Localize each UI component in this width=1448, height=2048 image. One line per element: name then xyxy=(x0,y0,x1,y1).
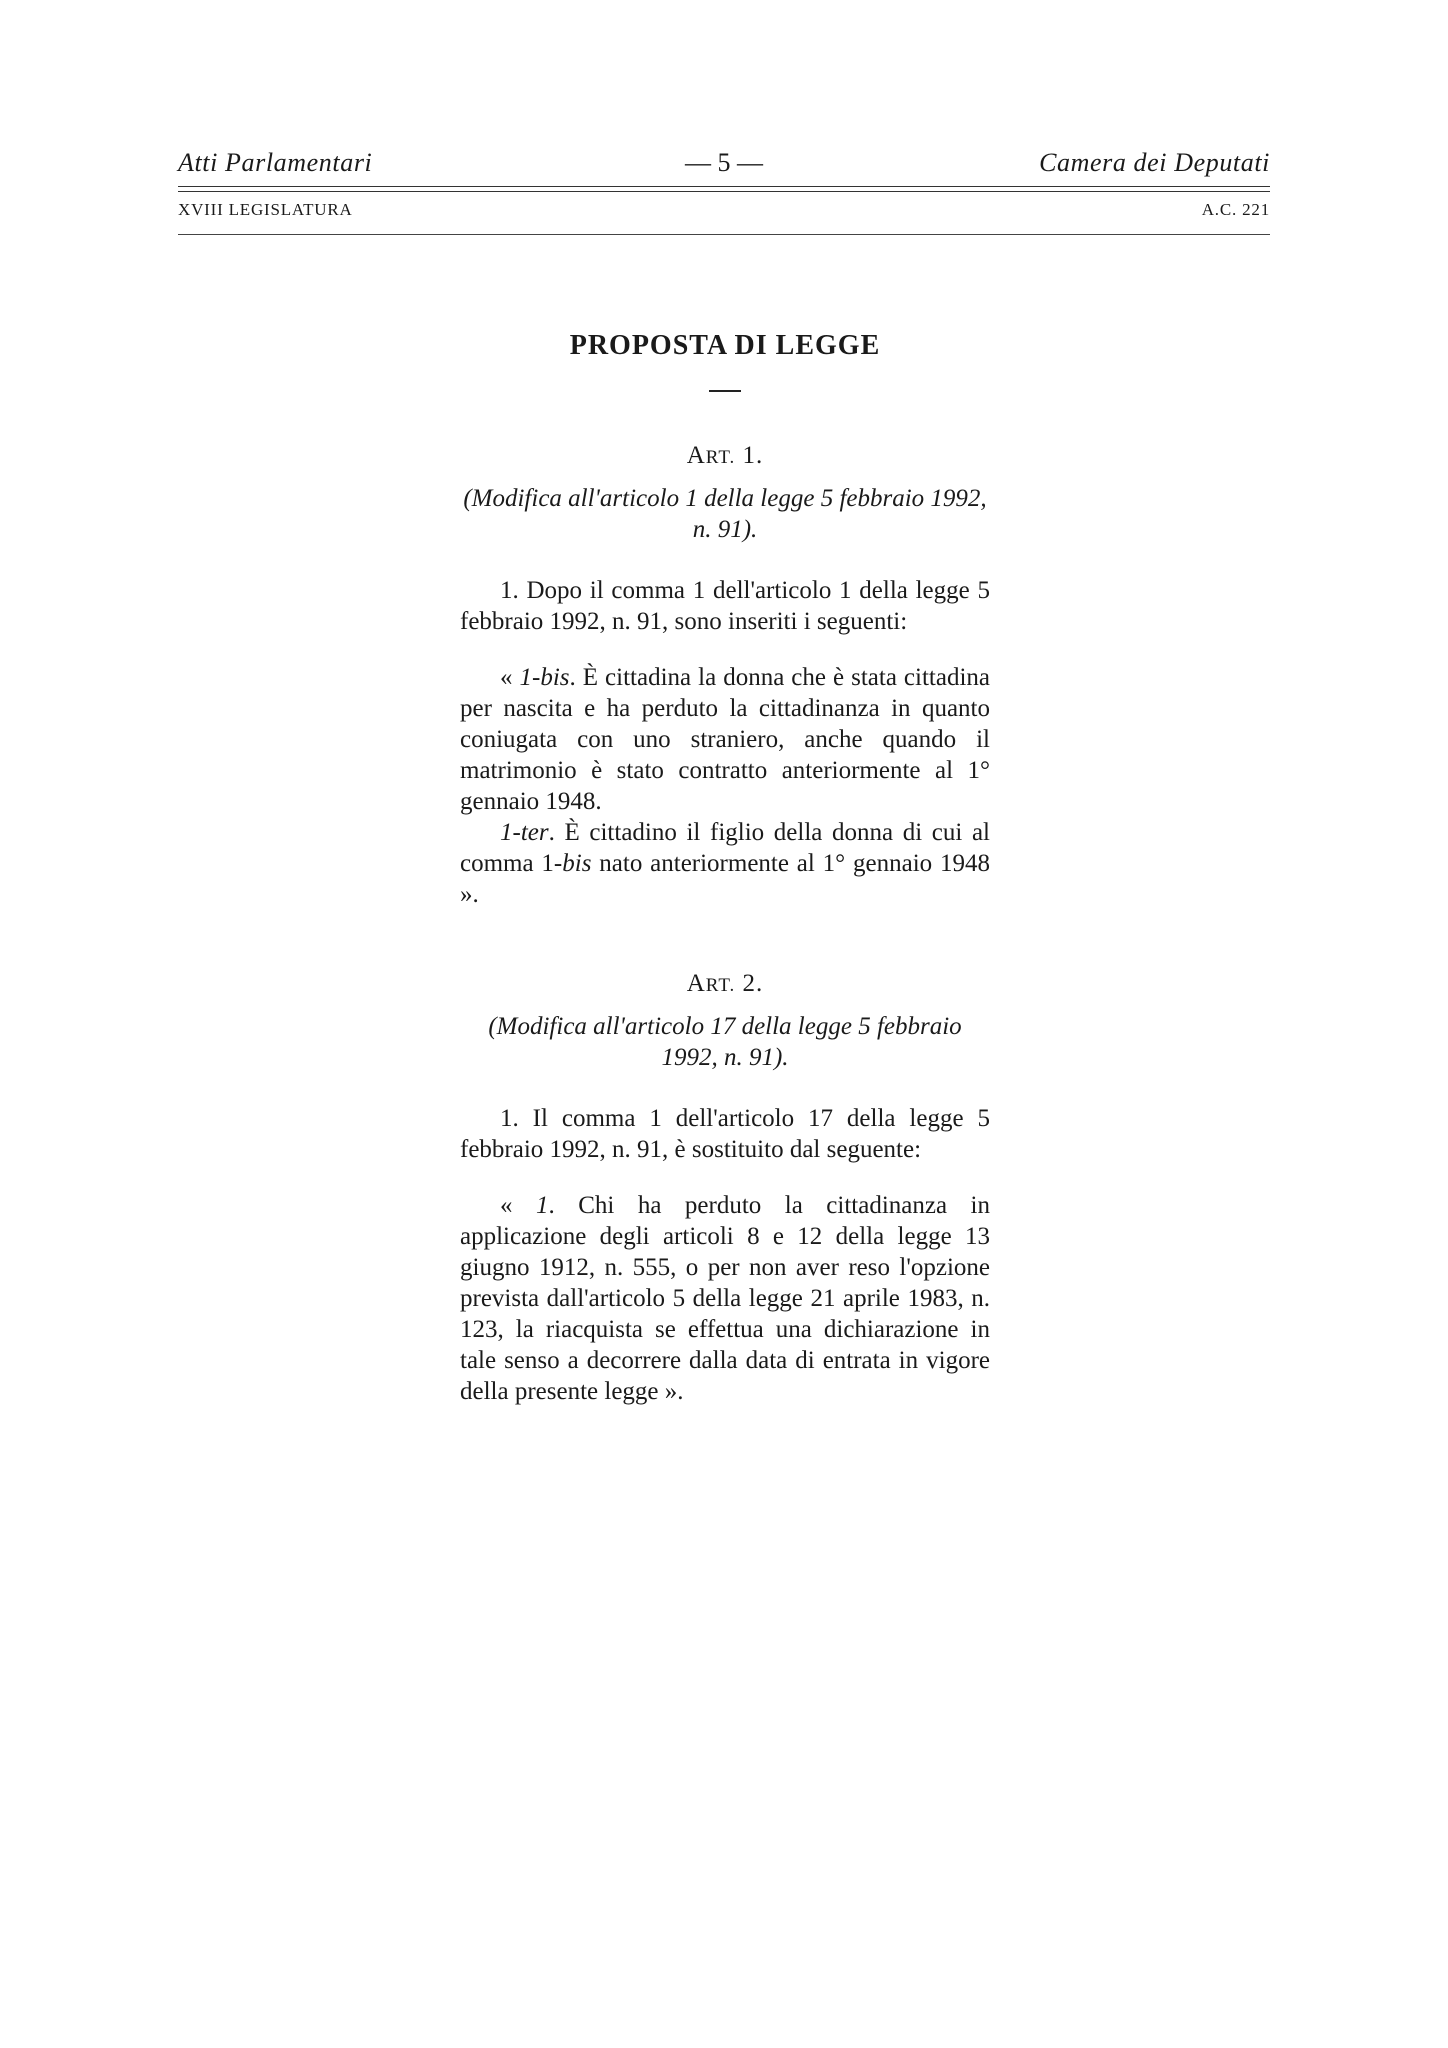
clause-label: 1 xyxy=(536,1192,549,1219)
article-2-quoted-text xyxy=(460,1190,990,1407)
quote-open-mark: « xyxy=(500,1192,536,1219)
header-right: Camera dei Deputati xyxy=(1039,148,1270,177)
header-left: Atti Parlamentari xyxy=(178,148,373,177)
legislature-label: XVIII LEGISLATURA xyxy=(178,200,353,219)
header-rule xyxy=(178,234,1270,235)
clause-text: . È cittadina la donna che è stata cittadina per nascita e ha perduto la cittadinanza in quanto coniugata con uno straniero, anche quando il matrimonio è stato contratto anteriormente al 1° gennaio 1948. xyxy=(460,664,991,815)
article-2-caption: (Modifica all'articolo 17 della legge 5 febbraio 1992, n. 91). xyxy=(488,1013,962,1071)
text-column xyxy=(460,328,990,1407)
quote-open-mark: « xyxy=(500,664,520,691)
article-2-number: 2. xyxy=(742,970,764,997)
title-dash xyxy=(709,390,741,392)
sub-header xyxy=(178,200,1270,224)
clause-text: . È cittadino il figlio della donna di cui al comma 1- xyxy=(460,819,990,877)
article-1-caption: (Modifica all'articolo 1 della legge 5 febbraio 1992, n. 91). xyxy=(463,485,987,543)
article-1-paragraph: 1. Dopo il comma 1 dell'articolo 1 della legge 5 febbraio 1992, n. 91, sono inseriti i seguenti: xyxy=(460,577,990,635)
article-1-clause-ter xyxy=(460,817,990,910)
article-1-number: 1. xyxy=(742,442,764,469)
article-2-heading-initial: A xyxy=(686,970,706,997)
document-title: PROPOSTA DI LEGGE xyxy=(569,330,881,361)
article-1-quoted-text xyxy=(460,662,990,910)
page-number: — 5 — xyxy=(685,148,763,177)
clause-label: 1-bis xyxy=(519,664,570,691)
clause-text: nato anteriormente al 1° gennaio 1948 ». xyxy=(460,850,990,908)
article-2-heading xyxy=(460,968,990,1001)
running-header xyxy=(178,148,1270,184)
clause-label: 1-ter xyxy=(500,819,549,846)
article-2-heading-rest: RT. xyxy=(705,975,736,996)
header-double-rule xyxy=(178,186,1270,192)
article-1-heading-initial: A xyxy=(686,442,706,469)
clause-text: . Chi ha perduto la cittadinanza in applicazione degli articoli 8 e 12 della legge 13 giugno 1912, n. 555, o per non aver reso l'opzione prevista dall'articolo 5 della legge 21 aprile 1983, n. 123, la riacquista se effettua una dichiarazione in tale senso a decorrere dalla data di entrata in vigore della presente legge ». xyxy=(460,1192,991,1405)
clause-text-italic: bis xyxy=(562,850,592,877)
article-1-heading xyxy=(460,440,990,473)
article-2-clause-1 xyxy=(460,1190,990,1407)
document-id: A.C. 221 xyxy=(1201,200,1270,219)
article-1-clause-bis xyxy=(460,662,990,817)
article-2-paragraph: 1. Il comma 1 dell'articolo 17 della legge 5 febbraio 1992, n. 91, è sostituito dal seguente: xyxy=(460,1105,990,1163)
article-1-heading-rest: RT. xyxy=(705,447,736,468)
